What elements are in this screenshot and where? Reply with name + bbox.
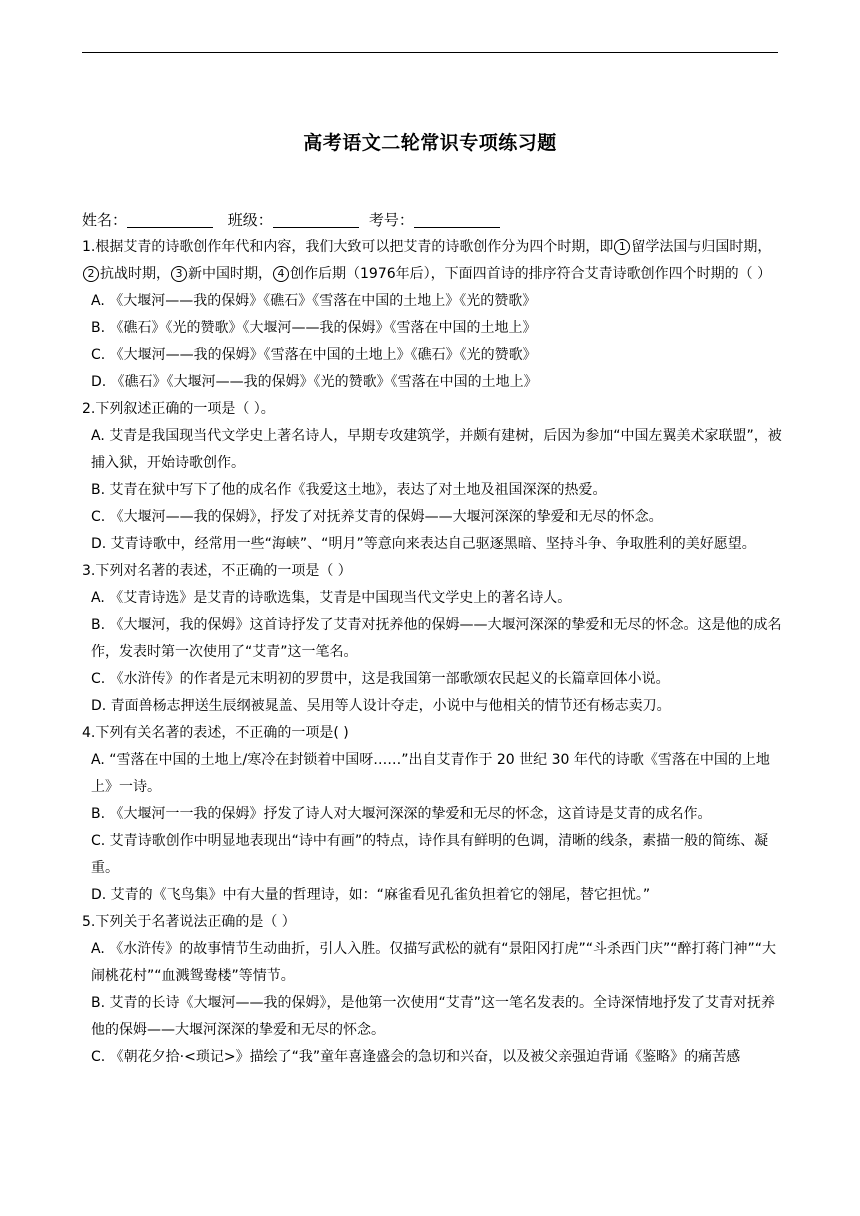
option-d[interactable]: D. 艾青诗歌中，经常用一些“海峡”、“明月”等意向来表达自己驱逐黑暗、坚持斗争、争取胜利的美好愿望。 — [91, 536, 756, 552]
class-label: 班级： — [227, 211, 273, 229]
option-d[interactable]: D. 《礁石》《大堰河——我的保姆》《光的赞歌》《雪落在中国的土地上》 — [91, 374, 538, 390]
circled-number-3: 3 — [171, 266, 187, 282]
page-title: 高考语文二轮常识专项练习题 — [303, 132, 557, 154]
student-info-line — [82, 206, 782, 234]
option-b[interactable]: B. 艾青的长诗《大堰河——我的保姆》，是他第一次使用“艾青”这一笔名发表的。全诗深情地抒发了艾青对抚养他的保姆——大堰河深深的挚爱和无尽的怀念。 — [91, 995, 776, 1038]
option-b[interactable]: B. 《礁石》《光的赞歌》《大堰河——我的保姆》《雪落在中国的土地上》 — [91, 320, 537, 336]
exam-no-label: 考号： — [368, 211, 414, 229]
question-stem: 1.根据艾青的诗歌创作年代和内容，我们大致可以把艾青的诗歌创作分为四个时期，即 1 留学法国与归国时期，2 抗战时期， 3 新中国时期， 4 创作后期（1976年后），下面四首诗的排序符合艾青诗歌创作四个时期的（ ） — [82, 239, 772, 282]
question-2 — [82, 396, 782, 558]
question-1 — [82, 234, 782, 396]
option-c[interactable]: C. 艾青诗歌创作中明显地表现出“诗中有画”的特点，诗作具有鲜明的色调，清晰的线条，素描一般的简练、凝重。 — [91, 833, 769, 876]
option-b[interactable]: B. 艾青在狱中写下了他的成名作《我爱这土地》，表达了对土地及祖国深深的热爱。 — [91, 482, 607, 498]
circled-number-1: 1 — [614, 239, 630, 255]
circled-number-2: 2 — [83, 266, 99, 282]
question-3 — [82, 558, 782, 720]
option-b[interactable]: B. 《大堰河一一我的保姆》抒发了诗人对大堰河深深的挚爱和无尽的怀念，这首诗是艾青的成名作。 — [91, 806, 712, 822]
name-label: 姓名： — [82, 211, 128, 229]
exam-no-blank[interactable] — [414, 213, 500, 228]
option-d[interactable]: D. 青面兽杨志押送生辰纲被晁盖、吴用等人设计夺走，小说中与他相关的情节还有杨志卖刀。 — [91, 698, 671, 714]
class-blank[interactable] — [273, 213, 359, 228]
option-b[interactable]: B. 《大堰河，我的保姆》这首诗抒发了艾青对抚养他的保姆——大堰河深深的挚爱和无尽的怀念。这是他的成名作，发表时第一次使用了“艾青”这一笔名。 — [91, 617, 782, 660]
option-c[interactable]: C. 《大堰河——我的保姆》，抒发了对抚养艾青的保姆——大堰河深深的挚爱和无尽的怀念。 — [91, 509, 663, 525]
question-stem: 2.下列叙述正确的一项是（ ）。 — [82, 401, 275, 417]
option-c[interactable]: C. 《水浒传》的作者是元末明初的罗贯中，这是我国第一部歌颂农民起义的长篇章回体小说。 — [91, 671, 670, 687]
document-body — [82, 206, 782, 1071]
option-a[interactable]: A. 《水浒传》的故事情节生动曲折，引人入胜。仅描写武松的就有“景阳冈打虎”“斗杀西门庆”“醉打蒋门神”“大闹桃花村”“血溅鸳鸯楼”等情节。 — [91, 941, 776, 984]
option-d[interactable]: D. 艾青的《飞鸟集》中有大量的哲理诗，如：“麻雀看见孔雀负担着它的翎尾，替它担忧。” — [91, 887, 651, 903]
question-stem: 3.下列对名著的表述，不正确的一项是（ ） — [82, 563, 352, 579]
option-a[interactable]: A. 《艾青诗选》是艾青的诗歌选集，艾青是中国现当代文学史上的著名诗人。 — [91, 590, 572, 606]
option-c[interactable]: C. 《朝花夕拾·<琐记>》描绘了“我”童年喜逢盛会的急切和兴奋，以及被父亲强迫背诵《鉴略》的痛苦感 — [91, 1049, 741, 1065]
option-a[interactable]: A. 《大堰河——我的保姆》《礁石》《雪落在中国的土地上》《光的赞歌》 — [91, 293, 537, 309]
question-stem: 5.下列关于名著说法正确的是（ ） — [82, 914, 296, 930]
name-blank[interactable] — [127, 213, 213, 228]
circled-number-4: 4 — [273, 266, 289, 282]
question-5 — [82, 909, 782, 1071]
option-a[interactable]: A. “雪落在中国的土地上/寒冷在封锁着中国呀……”出自艾青作于 20 世纪 30 年代的诗歌《雪落在中国的上地上》一诗。 — [91, 752, 770, 795]
header-rule — [82, 52, 778, 53]
question-stem: 4.下列有关名著的表述，不正确的一项是( ) — [82, 725, 349, 741]
option-c[interactable]: C. 《大堰河——我的保姆》《雪落在中国的土地上》《礁石》《光的赞歌》 — [91, 347, 537, 363]
option-a[interactable]: A. 艾青是我国现当代文学史上著名诗人，早期专攻建筑学，并颇有建树，后因为参加“中国左翼美术家联盟”，被捕入狱，开始诗歌创作。 — [91, 428, 782, 471]
question-4 — [82, 720, 782, 909]
